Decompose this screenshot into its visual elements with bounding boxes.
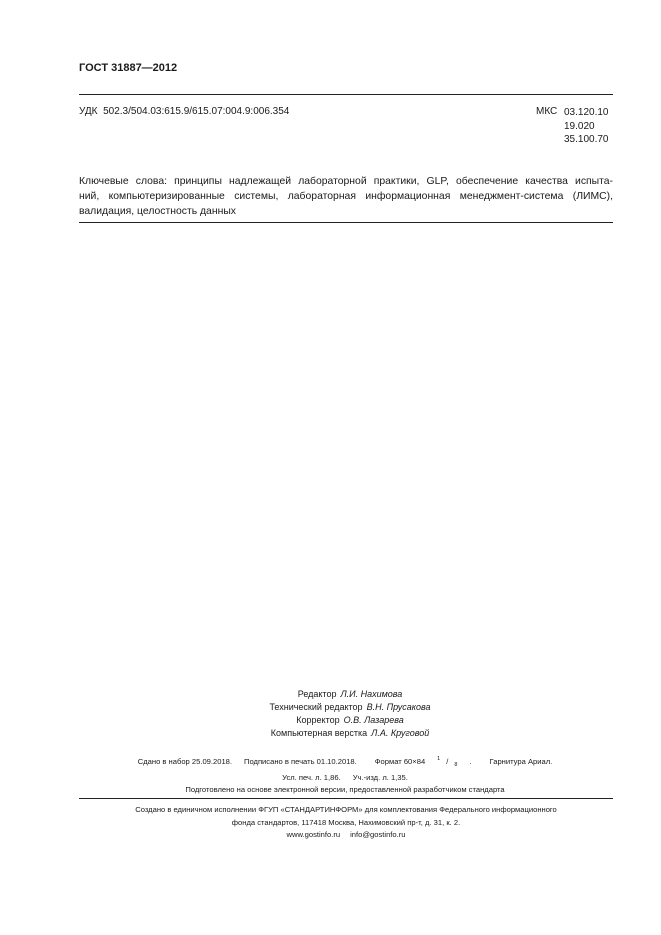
typeface: Гарнитура Ариал. xyxy=(489,756,553,766)
footer-line: фонда стандартов, 117418 Москва, Нахимовский пр-т, д. 31, к. 2. xyxy=(231,817,461,827)
credit-line xyxy=(200,714,500,727)
credit-line xyxy=(200,727,500,740)
footer-contacts xyxy=(79,829,613,842)
pub-sheets: Уч.-изд. л. 1,35. xyxy=(352,772,408,782)
credit-line xyxy=(200,688,500,701)
credit-role: Редактор xyxy=(297,689,337,699)
keywords-label: Ключевые слова: xyxy=(79,176,167,187)
keywords-block xyxy=(79,174,613,219)
publication-line xyxy=(100,784,590,797)
credit-role: Технический редактор xyxy=(269,702,363,712)
signed-date: Подписано в печать 01.10.2018. xyxy=(244,756,357,766)
submitted-date: Сдано в набор 25.09.2018. xyxy=(137,756,232,766)
credit-person: В.Н. Прусакова xyxy=(366,702,431,712)
keywords-line: принципы надлежащей лабораторной практики, GLP, обеспечение качества испыта- xyxy=(174,176,613,187)
credit-role: Компьютерная верстка xyxy=(270,728,368,738)
publication-line xyxy=(100,753,590,772)
keywords-line: ний, компьютеризированные системы, лабораторная информационная менеджмент-система (ЛИМС), xyxy=(79,191,613,202)
udk-value: 502.3/504.03:615.9/615.07:004.9:006.354 xyxy=(103,106,290,117)
credit-line xyxy=(200,701,500,714)
credit-person: Л.А. Круговой xyxy=(371,728,430,738)
credits-block xyxy=(200,688,500,740)
publication-info xyxy=(100,753,590,797)
website-link[interactable]: www.gostinfo.ru xyxy=(286,830,341,839)
print-sheets: Усл. печ. л. 1,86. xyxy=(282,772,341,782)
keywords-divider xyxy=(79,222,613,223)
udk-label: УДК xyxy=(79,106,98,117)
credit-person: Л.И. Нахимова xyxy=(340,689,403,699)
document-code: ГОСТ 31887—2012 xyxy=(79,62,178,74)
mks-code: 19.020 xyxy=(564,120,595,132)
mks-code: 03.120.10 xyxy=(564,107,609,118)
udk-line xyxy=(79,106,289,117)
mks-code: 35.100.70 xyxy=(564,134,609,145)
credit-role: Корректор xyxy=(296,715,340,725)
footer-divider xyxy=(79,798,613,799)
paper-format: Формат 60×84 $^1$ / $_8$ . xyxy=(374,756,472,769)
mks-codes xyxy=(564,106,609,147)
publication-line xyxy=(100,772,590,785)
mks-label: МКС xyxy=(536,106,558,117)
footer-line: Создано в единичном исполнении ФГУП «СТАНДАРТИНФОРМ» для комплектования Федерального информационного xyxy=(135,805,557,814)
credit-person: О.В. Лазарева xyxy=(343,715,404,725)
top-divider xyxy=(79,94,613,95)
email-link[interactable]: info@gostinfo.ru xyxy=(350,830,406,839)
keywords-line: валидация, целостность данных xyxy=(79,206,236,217)
prepared-note: Подготовлено на основе электронной версии, предоставленной разработчиком стандарта xyxy=(185,785,505,795)
footer-block xyxy=(79,804,613,842)
